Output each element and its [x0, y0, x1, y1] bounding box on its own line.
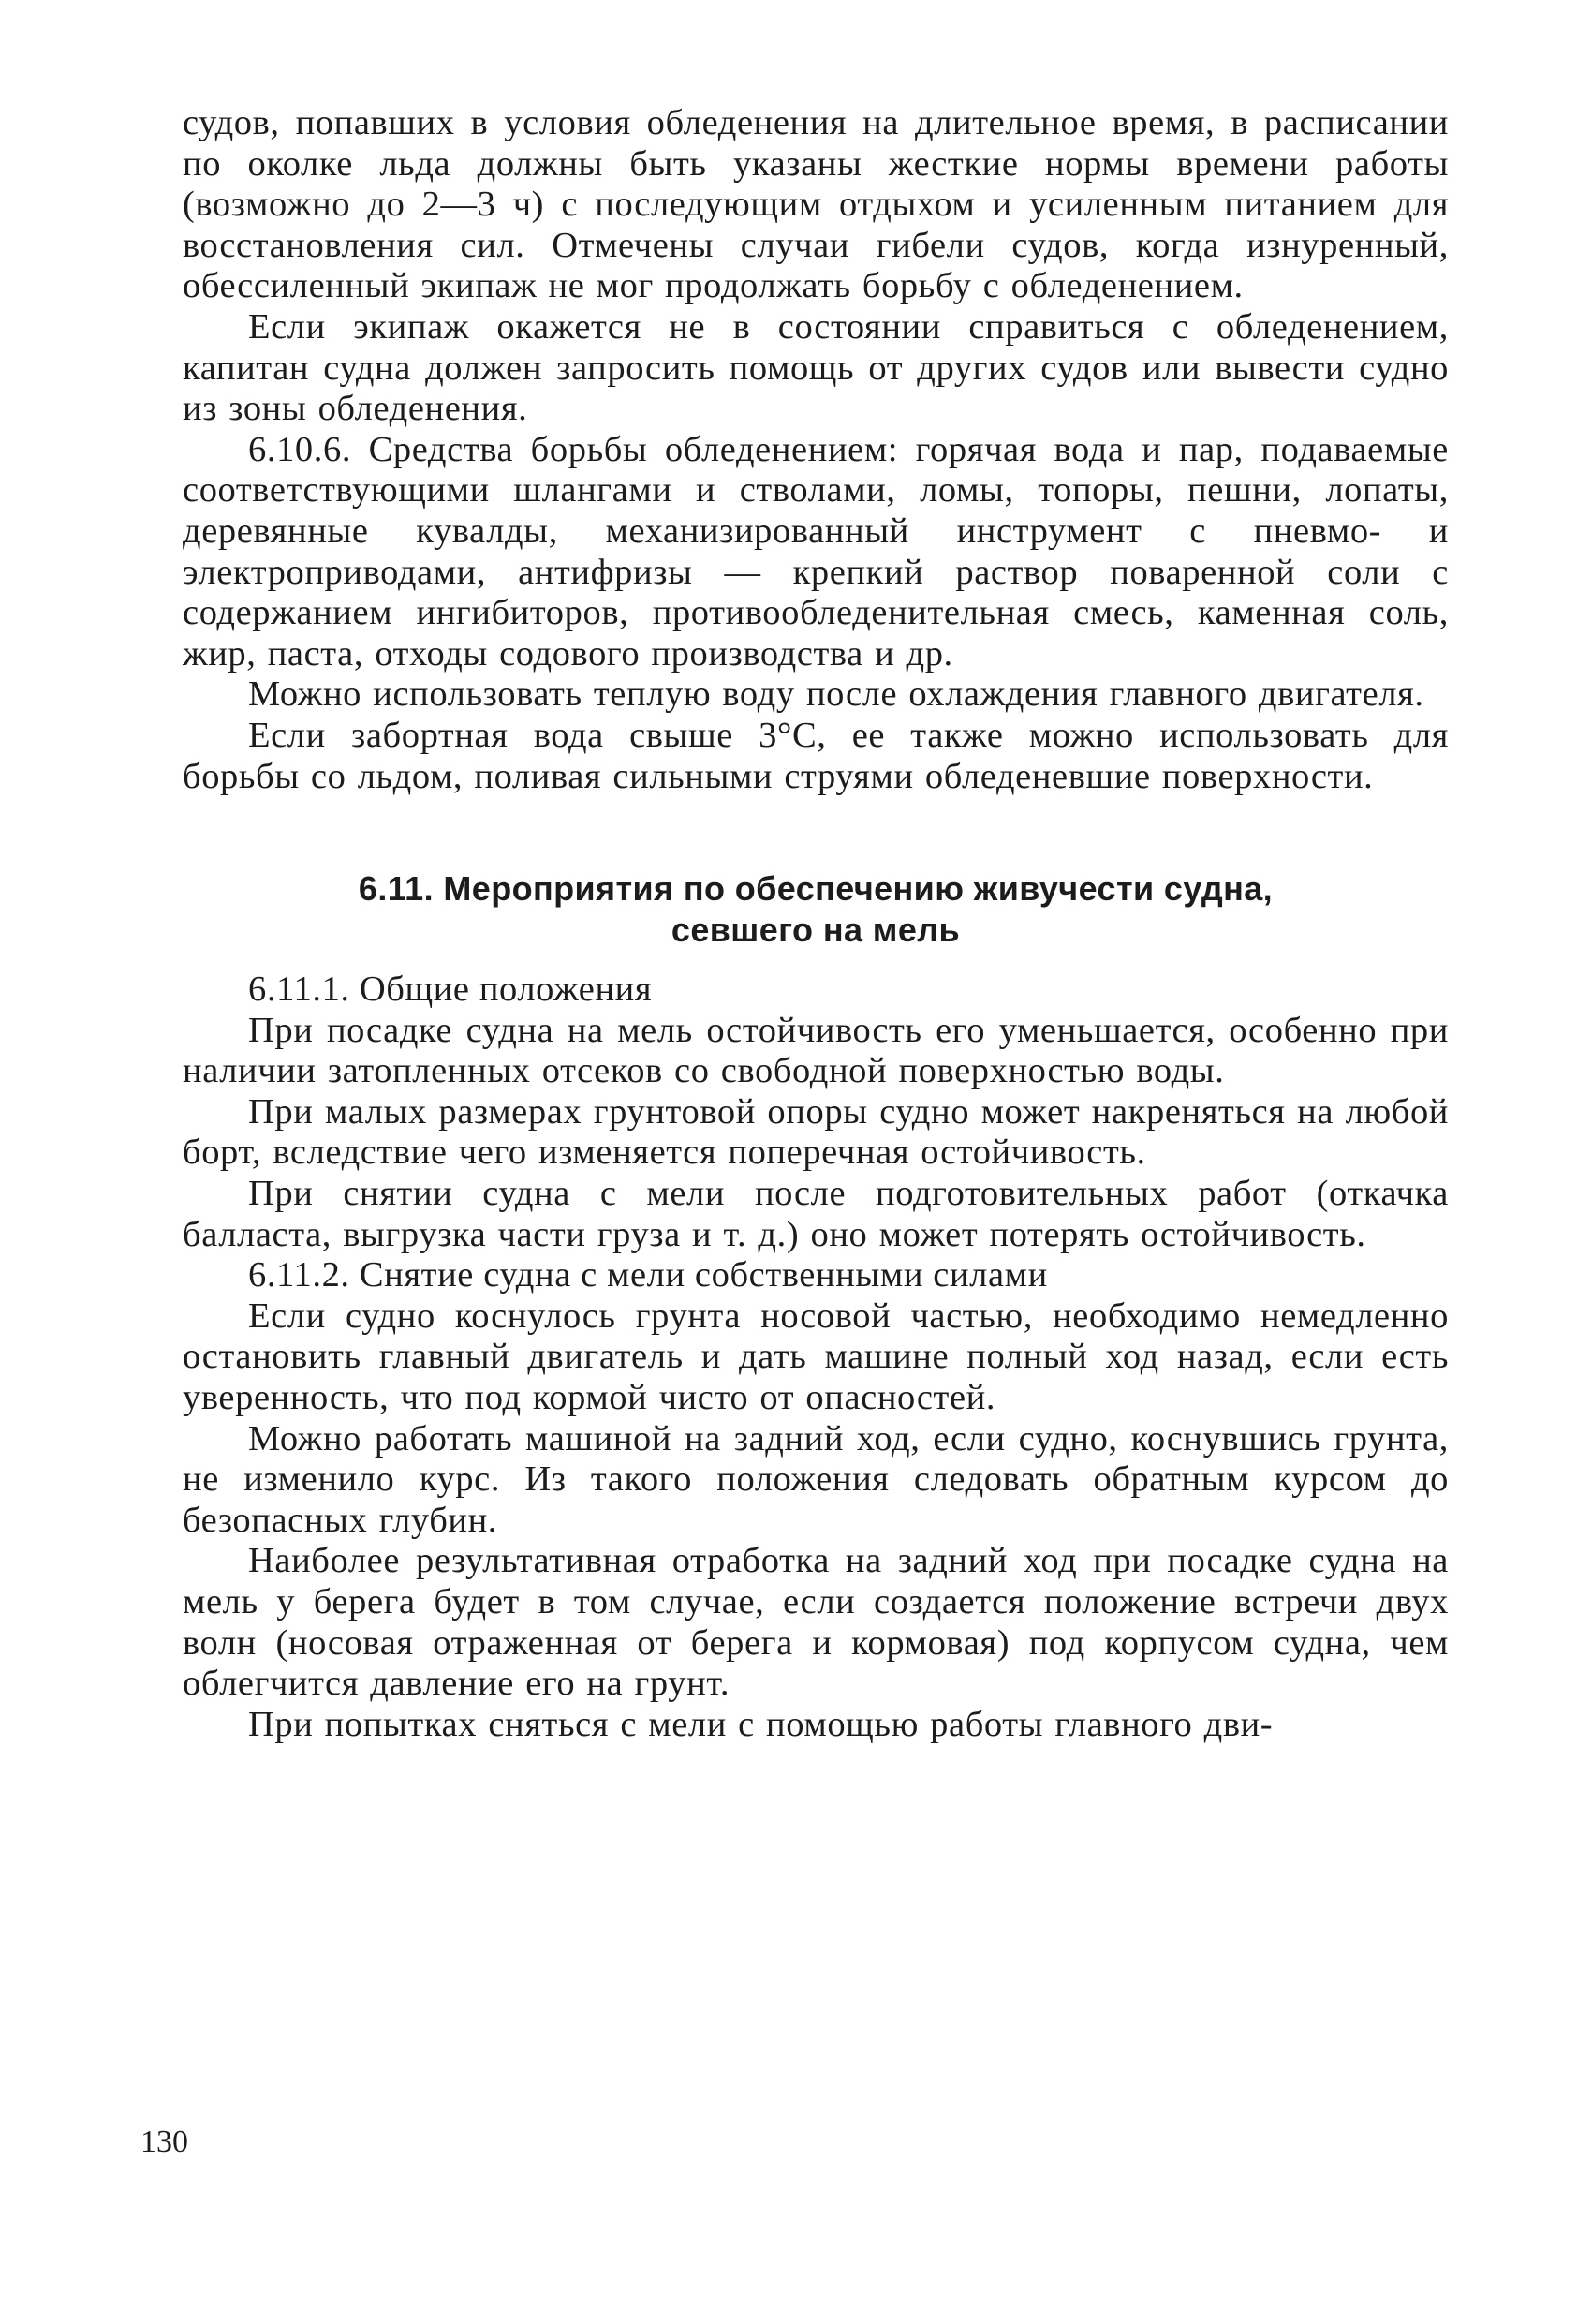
paragraph-last: При попытках сняться с мели с помощью работы главного дви- [248, 1704, 1274, 1744]
page-number: 130 [140, 2124, 188, 2159]
paragraph: При посадке судна на мель остойчивость его уменьшается, особенно при наличии затопленных отсеков со свободной поверхностью воды. [183, 1010, 1449, 1091]
paragraph: Можно использовать теплую воду после охлаждения главного двигателя. [248, 674, 1424, 715]
paragraph: Если экипаж окажется не в состоянии справиться с обледенением, капитан судна должен запросить помощь от других судов или вывести судно из зоны обледенения. [183, 306, 1449, 429]
spacer [183, 951, 1449, 970]
paragraph: Если забортная вода свыше 3°С, ее также можно использовать для борьбы со льдом, поливая сильными струями обледеневшие поверхности. [183, 715, 1449, 796]
paragraph: Можно работать машиной на задний ход, если судно, коснувшись грунта, не изменило курс. Из такого положения следовать обратным курсом до безопасных глубин. [183, 1418, 1449, 1540]
section-heading-line-2: севшего на мель [671, 910, 961, 950]
paragraph: При снятии судна с мели после подготовительных работ (откачка балласта, выгрузка части груза и т. д.) оно может потерять остойчивость. [183, 1174, 1449, 1254]
subsection-title-6-11-1: 6.11.1. Общие положения [248, 970, 653, 1010]
paragraph-6-10-6: 6.10.6. Средства борьбы обледенением: горячая вода и пар, подаваемые соответствующими шлангами и стволами, ломы, топоры, пешни, лопаты, деревянные кувалды, механизированный инструмент с пневмо- и электроприводами, антифризы — крепкий раствор поваренной соли с содержанием ингибиторов, противообледенительная смесь, каменная соль, жир, паста, отходы содового производства и др. [183, 429, 1449, 674]
page-body [183, 103, 1449, 1745]
paragraph: Если судно коснулось грунта носовой частью, необходимо немедленно остановить главный двигатель и дать машине полный ход назад, если есть уверенность, что под кормой чисто от опасностей. [183, 1295, 1449, 1418]
section-heading [183, 868, 1449, 951]
section-heading-line-1: 6.11. Мероприятия по обеспечению живучести судна, [358, 869, 1274, 909]
spacer [183, 797, 1449, 868]
paragraph: Наиболее результативная отработка на задний ход при посадке судна на мель у берега будет в том случае, если создается положение встречи двух волн (носовая отраженная от берега и кормовая) под корпусом судна, чем облегчится давление его на грунт. [183, 1541, 1449, 1704]
paragraph: судов, попавших в условия обледенения на длительное время, в расписании по околке льда должны быть указаны жесткие нормы времени работы (возможно до 2—3 ч) с последующим отдыхом и усиленным питанием для восстановления сил. Отмечены случаи гибели судов, когда изнуренный, обессиленный экипаж не мог продолжать борьбу с обледенением. [183, 103, 1449, 306]
paragraph: При малых размерах грунтовой опоры судно может накреняться на любой борт, вследствие чего изменяется поперечная остойчивость. [183, 1091, 1449, 1173]
subsection-title-6-11-2: 6.11.2. Снятие судна с мели собственными силами [248, 1255, 1048, 1295]
